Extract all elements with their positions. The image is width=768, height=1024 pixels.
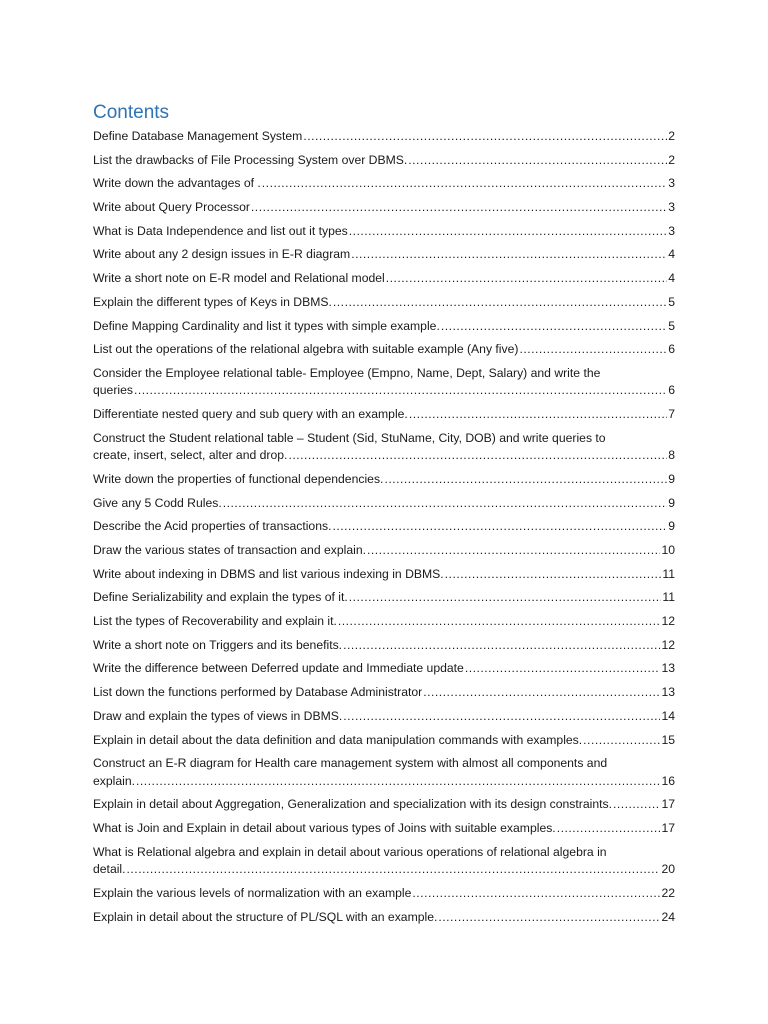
toc-entry[interactable]	[93, 223, 675, 241]
toc-entry[interactable]	[93, 542, 675, 560]
toc-dot-leader	[303, 128, 667, 146]
toc-page-number: 11	[662, 566, 675, 581]
toc-dot-leader	[445, 566, 662, 584]
toc-entry[interactable]	[93, 660, 675, 678]
toc-dot-leader	[127, 861, 661, 879]
toc-heading: Contents	[93, 102, 170, 123]
toc-entry[interactable]	[93, 294, 675, 312]
toc-entry-text-continued: create, insert, select, alter and drop.	[93, 448, 288, 463]
toc-page-number: 13	[661, 685, 675, 700]
toc-page-number: 17	[661, 821, 675, 836]
toc-page-number: 6	[668, 383, 675, 398]
toc-entry-text: Give any 5 Codd Rules.	[93, 495, 222, 510]
toc-entry-text: Write about Query Processor	[93, 200, 250, 215]
toc-dot-leader	[333, 294, 667, 312]
toc-page-number: 20	[661, 862, 675, 877]
toc-dot-leader	[409, 406, 667, 424]
toc-dot-leader	[438, 909, 660, 927]
toc-entry-text: Write a short note on E-R model and Relational model	[93, 271, 385, 286]
toc-entry-text: Write down the advantages of .	[93, 176, 261, 191]
toc-page-number: 6	[668, 342, 675, 357]
toc-entry[interactable]	[93, 270, 675, 288]
toc-entry-text: Explain in detail about the structure of PL/SQL with an example.	[93, 909, 438, 924]
toc-dot-leader	[441, 318, 667, 336]
toc-dot-leader	[223, 495, 668, 513]
toc-dot-leader	[343, 637, 660, 655]
toc-entry[interactable]	[93, 341, 675, 359]
toc-page-number: 12	[661, 637, 675, 652]
toc-dot-leader	[134, 382, 667, 400]
toc-page-number: 8	[668, 448, 675, 463]
toc-entry[interactable]	[93, 844, 675, 879]
toc-dot-leader	[408, 152, 667, 170]
toc-entry-text: Draw the various states of transaction and explain.	[93, 543, 367, 557]
toc-page-number: 15	[661, 732, 675, 747]
toc-dot-leader	[262, 175, 667, 193]
toc-entry-text: Explain in detail about Aggregation, Generalization and specialization with its design constraints.	[93, 797, 612, 812]
toc-page-number: 7	[668, 407, 675, 422]
toc-page-number: 2	[668, 129, 675, 143]
toc-entry[interactable]	[93, 637, 675, 655]
toc-entry[interactable]	[93, 566, 675, 584]
toc-entry-text: What is Relational algebra and explain in detail about various operations of relational algebra in	[93, 844, 607, 859]
toc-page-number: 9	[668, 519, 675, 534]
toc-entry-text: List the types of Recoverability and explain it.	[93, 614, 337, 629]
toc-entry[interactable]	[93, 518, 675, 536]
toc-dot-leader	[557, 820, 661, 838]
toc-page-number: 3	[668, 176, 675, 191]
toc-page-number: 22	[661, 885, 675, 900]
toc-entry-text: Write the difference between Deferred update and Immediate update	[93, 661, 464, 676]
toc-page-number: 10	[661, 543, 675, 557]
toc-entry-text: Define Serializability and explain the types of it.	[93, 590, 348, 605]
toc-entry[interactable]	[93, 246, 675, 264]
toc-entry-text: Define Mapping Cardinality and list it types with simple example.	[93, 318, 440, 333]
toc-dot-leader	[386, 270, 667, 288]
toc-entry-text: Construct the Student relational table – Student (Sid, StuName, City, DOB) and write queries to	[93, 430, 606, 445]
toc-entry[interactable]	[93, 909, 675, 927]
toc-page-number: 9	[668, 495, 675, 510]
toc-entry-text: Describe the Acid properties of transactions.	[93, 519, 332, 534]
toc-entry[interactable]	[93, 885, 675, 903]
toc-entry-text: List down the functions performed by Database Administrator	[93, 685, 423, 700]
toc-page-number: 5	[668, 318, 675, 333]
toc-dot-leader	[351, 246, 667, 264]
toc-page-number: 12	[661, 614, 675, 629]
toc-entry-text-continued: queries	[93, 383, 133, 398]
toc-dot-leader	[412, 885, 660, 903]
toc-entry[interactable]	[93, 796, 675, 814]
toc-entry-text: Consider the Employee relational table- Employee (Empno, Name, Dept, Salary) and write the	[93, 365, 601, 380]
toc-dot-leader	[613, 796, 660, 814]
toc-dot-leader	[349, 223, 667, 241]
toc-dot-leader	[423, 684, 660, 702]
toc-page-number: 11	[662, 590, 675, 605]
toc-entry[interactable]	[93, 732, 675, 750]
toc-page-number: 4	[668, 247, 675, 262]
toc-entry-text: Explain the different types of Keys in DBMS.	[93, 294, 332, 309]
toc-entry-text: Define Database Management System	[93, 129, 303, 143]
toc-page-number: 4	[668, 271, 675, 286]
toc-entry-text-continued: detail.	[93, 862, 126, 877]
toc-entry[interactable]	[93, 406, 675, 424]
toc-entry-text: Write a short note on Triggers and its benefits.	[93, 637, 343, 652]
toc-page-number: 2	[668, 152, 675, 167]
toc-entry[interactable]	[93, 199, 675, 217]
toc-page-number: 24	[661, 909, 675, 924]
toc-entry[interactable]	[93, 613, 675, 631]
toc-entry-text: List the drawbacks of File Processing System over DBMS.	[93, 152, 408, 167]
toc-page-number: 17	[661, 797, 675, 812]
toc-page-number: 3	[668, 200, 675, 215]
toc-page	[93, 100, 675, 932]
toc-dot-leader	[343, 708, 660, 726]
toc-page-number: 14	[661, 708, 675, 723]
toc-entry-text: Construct an E-R diagram for Health care management system with almost all components and	[93, 756, 608, 771]
toc-dot-leader	[338, 613, 661, 631]
toc-entry-text: List out the operations of the relational algebra with suitable example (Any five)	[93, 342, 519, 357]
toc-page-number: 16	[661, 773, 675, 788]
toc-entry[interactable]	[93, 128, 675, 146]
toc-entry[interactable]	[93, 820, 675, 838]
toc-entry-text-continued: explain.	[93, 773, 136, 788]
toc-entry[interactable]	[93, 589, 675, 607]
toc-entry-text: Explain the various levels of normalization with an example	[93, 885, 412, 900]
toc-entry[interactable]	[93, 430, 675, 465]
toc-entry-text: Write about any 2 design issues in E-R diagram	[93, 247, 351, 262]
toc-entry[interactable]	[93, 152, 675, 170]
toc-entry-text: What is Data Independence and list out it types	[93, 223, 348, 238]
toc-dot-leader	[136, 773, 660, 791]
toc-dot-leader	[288, 447, 667, 465]
toc-entry-text: Draw and explain the types of views in DBMS.	[93, 708, 343, 723]
toc-dot-leader	[465, 660, 661, 678]
toc-entry[interactable]	[93, 755, 675, 790]
toc-entry-text: Differentiate nested query and sub query with an example.	[93, 407, 408, 422]
toc-page-number: 5	[668, 294, 675, 309]
toc-dot-leader	[349, 589, 662, 607]
toc-dot-leader	[519, 341, 667, 359]
toc-entry[interactable]	[93, 318, 675, 336]
toc-page-number: 3	[668, 223, 675, 238]
toc-entry[interactable]	[93, 708, 675, 726]
toc-entry[interactable]	[93, 684, 675, 702]
toc-entry-text: Write about indexing in DBMS and list various indexing in DBMS.	[93, 566, 444, 581]
toc-list	[93, 128, 675, 926]
toc-entry[interactable]	[93, 471, 675, 489]
toc-dot-leader	[332, 518, 667, 536]
toc-entry-text: What is Join and Explain in detail about various types of Joins with suitable examples.	[93, 821, 556, 836]
toc-dot-leader	[251, 199, 667, 217]
toc-entry-text: Explain in detail about the data definition and data manipulation commands with examples.	[93, 732, 583, 747]
toc-dot-leader	[367, 542, 660, 560]
toc-entry[interactable]	[93, 495, 675, 513]
toc-entry[interactable]	[93, 365, 675, 400]
toc-dot-leader	[583, 732, 660, 750]
toc-page-number: 13	[661, 661, 675, 676]
toc-dot-leader	[384, 471, 667, 489]
toc-entry[interactable]	[93, 175, 675, 193]
toc-entry-text: Write down the properties of functional dependencies.	[93, 471, 384, 486]
toc-page-number: 9	[668, 471, 675, 486]
